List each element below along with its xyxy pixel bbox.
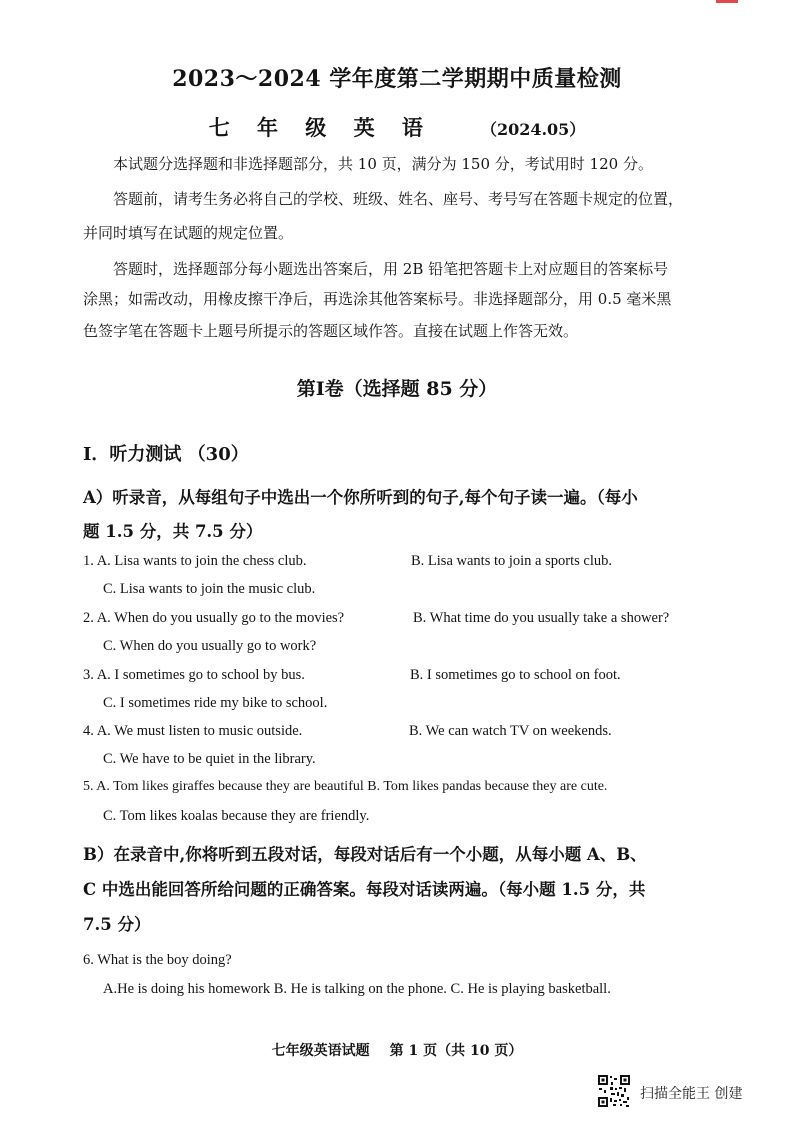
part-b-directions: 7.5 分）	[83, 915, 151, 934]
page-footer	[0, 1040, 794, 1060]
question-option: C. When do you usually go to work?	[103, 638, 317, 654]
question-option: C. We have to be quiet in the library.	[103, 751, 316, 767]
question-option: B. We can watch TV on weekends.	[409, 723, 612, 739]
question-options: A.He is doing his homework B. He is talking on the phone. C. He is playing basketball.	[103, 981, 611, 997]
grade-subject: 七 年 级 英 语	[208, 115, 433, 140]
qr-code-icon	[597, 1074, 631, 1108]
instruction-line: 并同时填写在试题的规定位置。	[83, 224, 294, 242]
question-option: B. I sometimes go to school on foot.	[410, 667, 621, 683]
part-b-directions: C 中选出能回答所给问题的正确答案。每段对话读两遍。（每小题 1.5 分，共	[83, 880, 646, 899]
part-a-directions: 题 1.5 分，共 7.5 分）	[83, 522, 263, 541]
question-option: C. Tom likes koalas because they are friendly.	[103, 808, 370, 824]
question-option: B. Lisa wants to join a sports club.	[411, 553, 612, 569]
red-edge-mark	[716, 0, 738, 3]
exam-title: 2023～2024 学年度第二学期期中质量检测	[172, 66, 622, 92]
instruction-line: 色签字笔在答题卡上题号所提示的答题区域作答。直接在试题上作答无效。	[83, 322, 579, 340]
instruction-line: 涂黑；如需改动，用橡皮擦干净后，再选涂其他答案标号。非选择题部分，用 0.5 毫米黑	[83, 290, 672, 308]
question-option: 1. A. Lisa wants to join the chess club.	[83, 553, 307, 569]
instruction-line: 答题前，请考生务必将自己的学校、班级、姓名、座号、考号写在答题卡规定的位置，	[113, 190, 684, 208]
exam-date: （2024.05）	[480, 120, 586, 139]
question-option: C. I sometimes ride my bike to school.	[103, 695, 328, 711]
question-option: B. What time do you usually take a shower?	[413, 610, 670, 626]
footer-page-number: 第 1 页（共 10 页）	[389, 1043, 523, 1059]
part-title: 第Ⅰ卷（选择题 85 分）	[296, 378, 498, 400]
instruction-line: 答题时，选择题部分每小题选出答案后，用 2B 铅笔把答题卡上对应题目的答案标号	[113, 260, 669, 278]
question-option: C. Lisa wants to join the music club.	[103, 581, 316, 597]
grade-subject-row	[0, 112, 794, 142]
part-a-directions: A）听录音，从每组句子中选出一个你所听到的句子,每个句子读一遍。（每小	[83, 488, 638, 507]
instruction-line: 本试题分选择题和非选择题部分，共 10 页，满分为 150 分，考试用时 120 分。	[113, 155, 653, 173]
question-option: 5. A. Tom likes giraffes because they are beautiful B. Tom likes pandas because they are cute.	[83, 779, 608, 794]
part-b-directions: B）在录音中,你将听到五段对话，每段对话后有一个小题，从每小题 A、B、	[83, 845, 647, 864]
question-option: 4. A. We must listen to music outside.	[83, 723, 303, 739]
footer-subject: 七年级英语试题	[271, 1043, 370, 1059]
question-stem: 6. What is the boy doing?	[83, 952, 232, 968]
question-option: 2. A. When do you usually go to the movies?	[83, 610, 345, 626]
scanner-watermark: 扫描全能王 创建	[640, 1086, 743, 1102]
section-title: I．听力测试 （30）	[83, 444, 249, 465]
question-option: 3. A. I sometimes go to school by bus.	[83, 667, 305, 683]
